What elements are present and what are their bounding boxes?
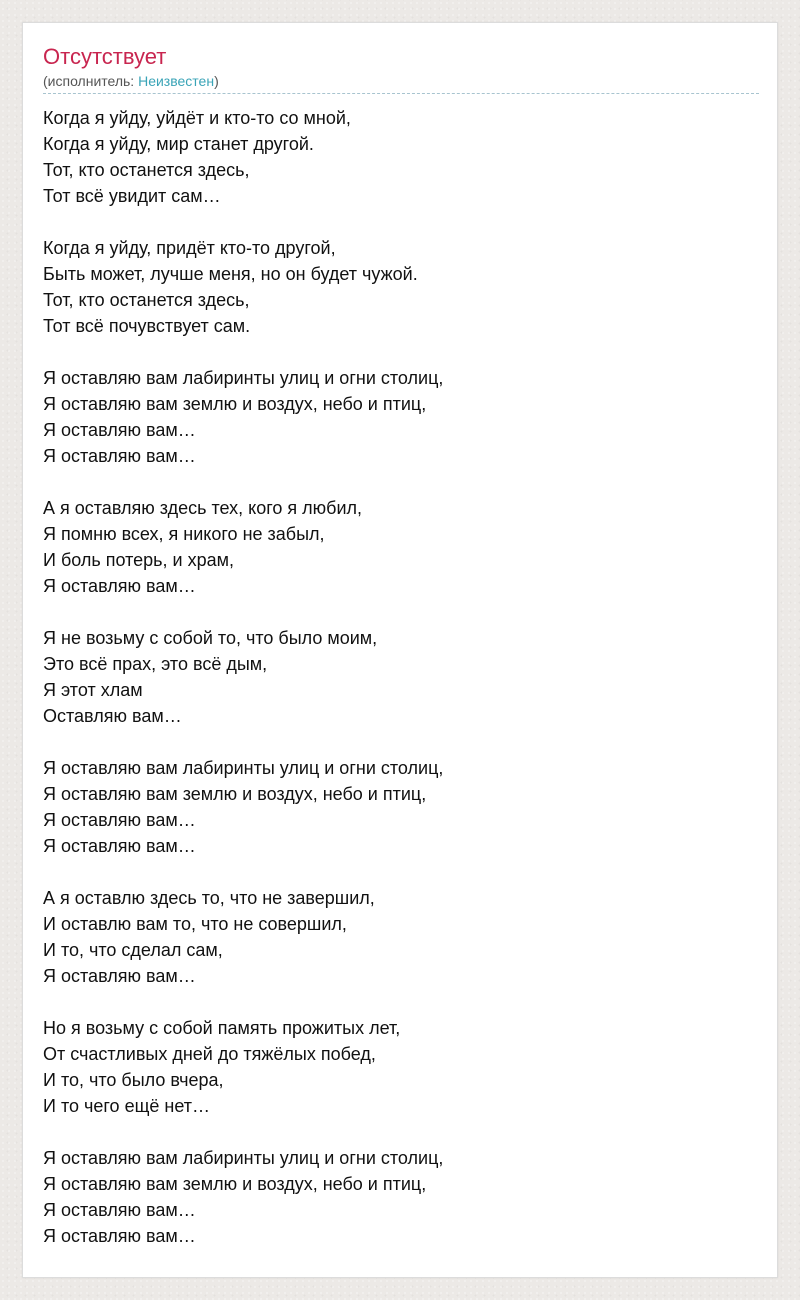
lyric-line: И боль потерь, и храм, <box>43 550 235 570</box>
lyric-line: И то, что было вчера, <box>43 1070 224 1090</box>
lyric-line: Я оставляю вам землю и воздух, небо и птиц, <box>43 1174 427 1194</box>
stanza-gap <box>43 989 759 1015</box>
lyric-line: И оставлю вам то, что не совершил, <box>43 914 347 934</box>
lyric-line: Я этот хлам <box>43 680 143 700</box>
stanza <box>43 885 759 989</box>
lyric-line: Тот, кто останется здесь, <box>43 160 250 180</box>
lyric-line: Когда я уйду, мир станет другой. <box>43 134 314 154</box>
stanza <box>43 365 759 469</box>
lyric-line: Но я возьму с собой память прожитых лет, <box>43 1018 401 1038</box>
lyric-line: Я оставляю вам землю и воздух, небо и птиц, <box>43 784 427 804</box>
stanza-gap <box>43 469 759 495</box>
stanza-gap <box>43 339 759 365</box>
artist-suffix: ) <box>214 73 219 89</box>
artist-prefix: (исполнитель: <box>43 73 139 89</box>
artist-link[interactable]: Неизвестен <box>138 73 215 89</box>
lyric-line: Я оставляю вам лабиринты улиц и огни столиц, <box>43 1148 444 1168</box>
lyric-line: И то чего ещё нет… <box>43 1096 210 1116</box>
lyric-line: Тот всё почувствует сам. <box>43 316 251 336</box>
lyric-line: Когда я уйду, придёт кто-то другой, <box>43 238 336 258</box>
stanza-gap <box>43 729 759 755</box>
stanza <box>43 105 759 209</box>
lyric-line: И то, что сделал сам, <box>43 940 223 960</box>
lyric-line: Я оставляю вам… <box>43 1226 196 1246</box>
stanza-gap <box>43 1119 759 1145</box>
stanza <box>43 235 759 339</box>
lyric-line: Я оставляю вам… <box>43 1200 196 1220</box>
stanza <box>43 495 759 599</box>
stanza <box>43 1015 759 1119</box>
lyric-line: Я оставляю вам… <box>43 420 196 440</box>
stanza-gap <box>43 599 759 625</box>
stanza-gap <box>43 209 759 235</box>
lyric-line: Я оставляю вам лабиринты улиц и огни столиц, <box>43 758 444 778</box>
lyric-line: А я оставлю здесь то, что не завершил, <box>43 888 375 908</box>
lyrics-card <box>22 22 778 1278</box>
lyric-line: Я оставляю вам… <box>43 810 196 830</box>
lyric-line: Оставляю вам… <box>43 706 182 726</box>
song-header <box>43 43 759 94</box>
lyric-line: Я оставляю вам… <box>43 446 196 466</box>
lyric-line: Я оставляю вам лабиринты улиц и огни столиц, <box>43 368 444 388</box>
lyric-line: Я помню всех, я никого не забыл, <box>43 524 325 544</box>
stanza <box>43 625 759 729</box>
stanza <box>43 1145 759 1249</box>
lyric-line: Я не возьму с собой то, что было моим, <box>43 628 378 648</box>
lyric-line: Когда я уйду, уйдёт и кто-то со мной, <box>43 108 351 128</box>
lyric-line: Тот, кто останется здесь, <box>43 290 250 310</box>
lyric-line: А я оставляю здесь тех, кого я любил, <box>43 498 363 518</box>
lyric-line: Я оставляю вам… <box>43 576 196 596</box>
artist-line <box>43 71 759 91</box>
lyric-line: Это всё прах, это всё дым, <box>43 654 268 674</box>
lyric-line: Тот всё увидит сам… <box>43 186 221 206</box>
stanza <box>43 755 759 859</box>
lyric-line: Я оставляю вам землю и воздух, небо и птиц, <box>43 394 427 414</box>
lyrics-body <box>43 105 759 1249</box>
lyric-line: Я оставляю вам… <box>43 836 196 856</box>
lyric-line: Быть может, лучше меня, но он будет чужой. <box>43 264 418 284</box>
stanza-gap <box>43 859 759 885</box>
song-title: Отсутствует <box>43 44 167 69</box>
lyric-line: От счастливых дней до тяжёлых побед, <box>43 1044 376 1064</box>
lyric-line: Я оставляю вам… <box>43 966 196 986</box>
